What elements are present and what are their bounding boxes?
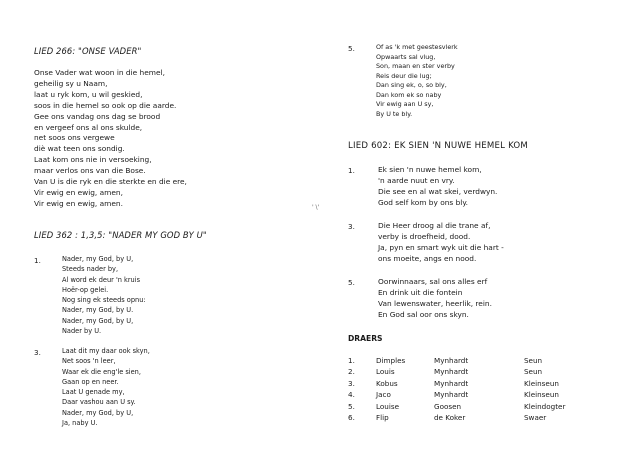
- lied-602-verse-5: [378, 277, 492, 321]
- first-name: Louise: [376, 401, 399, 411]
- lyric-line: Daar vashou aan U sy.: [62, 398, 136, 407]
- lied-362-heading: LIED 362 : 1,3,5: "NADER MY GOD BY U": [34, 230, 207, 240]
- row-number: 6.: [348, 412, 355, 422]
- lyric-line: Van U is die ryk en die sterkte en die ere,: [34, 177, 187, 187]
- lyric-line: net soos ons vergewe: [34, 133, 115, 143]
- lyric-line: Al word ek deur 'n kruis: [62, 275, 141, 284]
- lyric-line: God self kom by ons bly.: [378, 197, 469, 207]
- lied-362-verse-5: [376, 43, 458, 119]
- verse-number: 1.: [348, 166, 355, 175]
- table-row: [348, 356, 565, 367]
- lyric-line: Steeds nader by,: [62, 265, 119, 274]
- lyric-line: Nader, my God, by U.: [62, 306, 134, 315]
- lyric-line: 'n aarde nuut en vry.: [378, 175, 455, 185]
- relation: Kleinseun: [524, 378, 559, 388]
- lyric-line: Gaan op en neer.: [62, 377, 119, 386]
- lyric-line: Laat dit my daar ook skyn,: [62, 347, 150, 355]
- lyric-line: Gee ons vandag ons dag se brood: [34, 111, 161, 121]
- lyric-line: Waar ek die eng'le sien,: [62, 367, 141, 376]
- lyric-line: laat u ryk kom, u wil geskied,: [34, 89, 143, 99]
- lyric-line: verby is droefheid, dood.: [378, 231, 471, 241]
- lied-266-heading: LIED 266: "ONSE VADER": [34, 46, 142, 56]
- lyric-line: Die see en al wat skei, verdwyn.: [378, 186, 498, 196]
- row-number: 1.: [348, 356, 355, 365]
- lied-266-text: [34, 68, 187, 210]
- draers-heading: DRAERS: [348, 334, 383, 343]
- lyric-line: Laat kom ons nie in versoeking,: [34, 155, 152, 165]
- lyric-line: Nog sing ek steeds opnu:: [62, 296, 146, 305]
- lyric-line: Laat U genade my,: [62, 388, 125, 397]
- lied-362-verse-3: [62, 346, 150, 428]
- surname: Mynhardt: [434, 390, 469, 400]
- lyric-line: Nader, my God, by U,: [62, 316, 134, 325]
- relation: Seun: [524, 367, 543, 377]
- surname: de Koker: [434, 412, 466, 422]
- surname: Goosen: [434, 401, 462, 411]
- table-row: [348, 413, 565, 424]
- lyric-line: en vergeef ons al ons skulde,: [34, 122, 143, 132]
- row-number: 4.: [348, 390, 355, 400]
- table-row: [348, 402, 565, 413]
- row-number: 3.: [348, 378, 355, 388]
- lyric-line: Die Heer droog al die trane af,: [378, 221, 491, 230]
- lied-362-verse-1: [62, 254, 146, 336]
- right-page: [320, 0, 640, 453]
- lyric-line: Net soos 'n leer,: [62, 357, 116, 366]
- first-name: Kobus: [376, 378, 398, 388]
- lyric-line: En God sal oor ons skyn.: [378, 309, 469, 319]
- lyric-line: Ja, pyn en smart wyk uit die hart -: [378, 242, 504, 252]
- lyric-line: Ja, naby U.: [62, 419, 98, 428]
- lyric-line: geheilig sy u Naam,: [34, 78, 108, 88]
- lyric-line: Reis deur die lug;: [376, 71, 432, 80]
- lyric-line: diè wat teen ons sondig.: [34, 144, 125, 154]
- lyric-line: Vir ewig en ewig, amen.: [34, 198, 123, 208]
- verse-number: 3.: [348, 222, 355, 231]
- lyric-line: Ek sien 'n nuwe hemel kom,: [378, 165, 482, 174]
- lyric-line: Nader, my God, by U,: [62, 408, 134, 417]
- lyric-line: Dan kom ek so naby: [376, 90, 442, 99]
- lyric-line: By U te bly.: [376, 109, 413, 118]
- lyric-line: ons moeite, angs en nood.: [378, 253, 477, 263]
- relation: Kleinseun: [524, 390, 559, 400]
- lyric-line: Opwaarts sal vlug,: [376, 52, 436, 61]
- lyric-line: Of as 'k met geestesvlerk: [376, 43, 458, 51]
- first-name: Dimples: [376, 356, 406, 365]
- verse-number: 3.: [34, 348, 41, 357]
- surname: Mynhardt: [434, 356, 469, 365]
- lyric-line: Dan sing ek, o, so bly,: [376, 81, 447, 89]
- first-name: Flip: [376, 412, 389, 422]
- first-name: Louis: [376, 367, 395, 377]
- lyric-line: Nader by U.: [62, 327, 102, 336]
- lied-602-verse-3: [378, 221, 504, 265]
- gutter-mark: ' \': [312, 204, 320, 211]
- table-row: [348, 367, 565, 378]
- lyric-line: Oorwinnaars, sal ons alles erf: [378, 277, 488, 286]
- lied-602-verse-1: [378, 165, 497, 209]
- lyric-line: Nader, my God, by U,: [62, 255, 134, 263]
- table-row: [348, 390, 565, 401]
- row-number: 5.: [348, 401, 355, 411]
- relation: Swaer: [524, 412, 547, 422]
- draers-table: [348, 356, 565, 424]
- first-name: Jaco: [376, 390, 391, 400]
- relation: Kleindogter: [524, 401, 566, 411]
- lyric-line: Son, maan en ster verby: [376, 62, 455, 70]
- verse-number: 5.: [348, 44, 355, 53]
- lyric-line: En drink uit die fontein: [378, 287, 463, 297]
- verse-number: 1.: [34, 256, 41, 265]
- lyric-line: Vir ewig en ewig, amen,: [34, 187, 123, 197]
- lyric-line: Hoër-op gelei.: [62, 285, 109, 294]
- lied-602-heading: LIED 602: EK SIEN 'N NUWE HEMEL KOM: [348, 141, 529, 151]
- lyric-line: Van lewenswater, heerlik, rein.: [378, 298, 492, 308]
- lyric-line: Onse Vader wat woon in die hemel,: [34, 68, 165, 77]
- relation: Seun: [524, 356, 543, 365]
- lyric-line: soos in die hemel so ook op die aarde.: [34, 100, 177, 110]
- surname: Mynhardt: [434, 378, 469, 388]
- lyric-line: maar verlos ons van die Bose.: [34, 166, 146, 176]
- table-row: [348, 379, 565, 390]
- row-number: 2.: [348, 367, 355, 377]
- lyric-line: Vir ewig aan U sy,: [376, 100, 434, 108]
- verse-number: 5.: [348, 278, 355, 287]
- surname: Mynhardt: [434, 367, 469, 377]
